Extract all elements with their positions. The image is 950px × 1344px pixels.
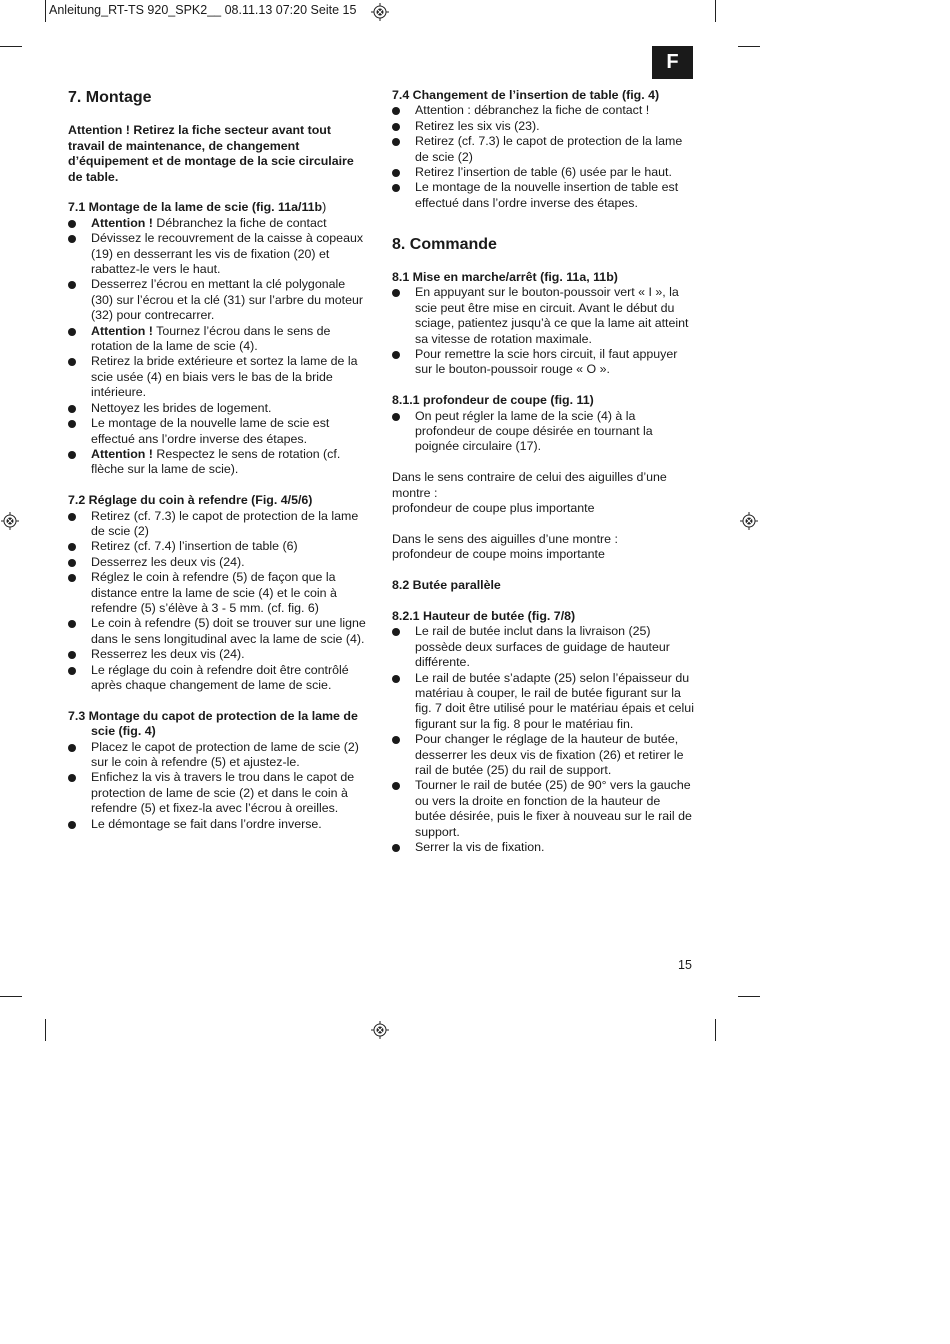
section-title-montage: 7. Montage	[68, 89, 152, 106]
registration-mark-icon	[1, 512, 19, 530]
crop-mark	[45, 0, 46, 22]
list-item: Tourner le rail de butée (25) de 90° vers la gauche ou vers la droite en fonction de la hauteur de butée désirée, puis le fixer à nouveau sur le rail de support.	[392, 778, 694, 840]
heading-7-3: 7.3 Montage du capot de protection de la lame de scie (fig. 4)	[68, 708, 358, 739]
list-item: Desserrez l’écrou en mettant la clé polygonale (30) sur l’écrou et la clé (31) sur l’arbre du moteur (32) pour contrecarrer.	[68, 277, 368, 323]
heading-8-1-1: 8.1.1 profondeur de coupe (fig. 11)	[392, 393, 594, 408]
list-item: Le montage de la nouvelle insertion de table est effectué dans l’ordre inverse des étapes.	[392, 180, 694, 211]
list-item: Retirez (cf. 7.4) l’insertion de table (6)	[68, 539, 368, 554]
list-7-2	[68, 509, 368, 694]
list-item: Le réglage du coin à refendre doit être contrôlé après chaque changement de lame de scie.	[68, 663, 368, 694]
language-tab: F	[652, 46, 693, 79]
registration-mark-icon	[371, 3, 389, 21]
registration-mark-icon	[740, 512, 758, 530]
list-8-2-1	[392, 624, 694, 855]
list-item: Resserrez les deux vis (24).	[68, 647, 368, 662]
list-item: Réglez le coin à refendre (5) de façon que la distance entre la lame de scie (4) et le coin à refendre (5) s’élève à 3 - 5 mm. (cf. fig. 6)	[68, 570, 368, 616]
crop-mark	[0, 996, 22, 997]
list-item: Placez le capot de protection de lame de scie (2) sur le coin à refendre (5) et ajustez-le.	[68, 740, 368, 771]
crop-mark	[738, 996, 760, 997]
paragraph: profondeur de coupe plus importante	[392, 501, 595, 516]
list-7-3	[68, 740, 368, 832]
list-item: Le démontage se fait dans l’ordre inverse.	[68, 817, 368, 832]
list-7-1	[68, 216, 368, 478]
heading-7-1: 7.1 Montage de la lame de scie (fig. 11a/11b)	[68, 200, 327, 215]
list-8-1	[392, 285, 694, 377]
print-slug: Anleitung_RT-TS 920_SPK2__ 08.11.13 07:20 Seite 15	[49, 3, 357, 17]
crop-mark	[715, 0, 716, 22]
list-item: En appuyant sur le bouton-poussoir vert « I », la scie peut être mise en circuit. Avant le début du sciage, patientez jusqu’à ce que la lame ait atteint sa vitesse de rotation maximale.	[392, 285, 694, 347]
heading-8-1: 8.1 Mise en marche/arrêt (fig. 11a, 11b)	[392, 270, 618, 285]
list-item: Le montage de la nouvelle lame de scie est effectué ans l’ordre inverse des étapes.	[68, 416, 368, 447]
list-item: Nettoyez les brides de logement.	[68, 401, 368, 416]
right-column	[392, 88, 694, 855]
list-7-4	[392, 103, 694, 211]
page-number: 15	[678, 958, 692, 972]
section-title-commande: 8. Commande	[392, 235, 497, 253]
list-item: Le rail de butée inclut dans la livraison (25) possède deux surfaces de guidage de hauteur différente.	[392, 624, 694, 670]
crop-mark	[715, 1019, 716, 1041]
list-item: Le rail de butée s’adapte (25) selon l’épaisseur du matériau à couper, le rail de butée figurant sur la fig. 7 doit être utilisé pour le matériau épais et celui figurant sur la fig. 8 pour le matériau fin.	[392, 671, 694, 733]
list-item: Retirez les six vis (23).	[392, 119, 694, 134]
list-item: Attention ! Tournez l’écrou dans le sens de rotation de la lame de scie (4).	[68, 324, 368, 355]
list-item: Retirez la bride extérieure et sortez la lame de la scie usée (4) en biais vers le bas de la bride intérieure.	[68, 354, 368, 400]
left-column	[68, 88, 368, 832]
list-item: Retirez l’insertion de table (6) usée par le haut.	[392, 165, 694, 180]
heading-8-2-1: 8.2.1 Hauteur de butée (fig. 7/8)	[392, 608, 576, 623]
list-item: Attention : débranchez la fiche de contact !	[392, 103, 694, 118]
list-item: Desserrez les deux vis (24).	[68, 555, 368, 570]
list-item: Pour changer le réglage de la hauteur de butée, desserrer les deux vis de fixation (26) et retirer le rail de butée (25) du rail de support.	[392, 732, 694, 778]
list-item: Attention ! Respectez le sens de rotation (cf. flèche sur la lame de scie).	[68, 447, 368, 478]
crop-mark	[45, 1019, 46, 1041]
crop-mark	[0, 46, 22, 47]
heading-7-2: 7.2 Réglage du coin à refendre (Fig. 4/5/6)	[68, 493, 313, 508]
list-item: Le coin à refendre (5) doit se trouver sur une ligne dans le sens longitudinal avec la lame de scie (4).	[68, 616, 368, 647]
registration-mark-icon	[371, 1021, 389, 1039]
paragraph: profondeur de coupe moins importante	[392, 547, 605, 562]
list-item: Serrer la vis de fixation.	[392, 840, 694, 855]
list-8-1-1	[392, 409, 694, 455]
list-item: Attention ! Débranchez la fiche de contact	[68, 216, 368, 231]
list-item: On peut régler la lame de la scie (4) à la profondeur de coupe désirée en tournant la poignée circulaire (17).	[392, 409, 694, 455]
warning-intro: Attention ! Retirez la fiche secteur avant tout travail de maintenance, de changement d’équipement et de montage de la scie circulaire de table.	[68, 123, 354, 184]
list-item: Retirez (cf. 7.3) le capot de protection de la lame de scie (2)	[392, 134, 694, 165]
list-item: Dévissez le recouvrement de la caisse à copeaux (19) en desserrant les vis de fixation (20) et rabattez-le vers le haut.	[68, 231, 368, 277]
heading-7-4: 7.4 Changement de l’insertion de table (fig. 4)	[392, 88, 660, 102]
heading-8-2: 8.2 Butée parallèle	[392, 578, 501, 593]
list-item: Retirez (cf. 7.3) le capot de protection de la lame de scie (2)	[68, 509, 368, 540]
list-item: Pour remettre la scie hors circuit, il faut appuyer sur le bouton-poussoir rouge « O ».	[392, 347, 694, 378]
paragraph: Dans le sens contraire de celui des aiguilles d’une montre :	[392, 470, 667, 500]
list-item: Enfichez la vis à travers le trou dans le capot de protection de lame de scie (2) et dans le coin à refendre (5) et fixez-la avec l’écrou à oreilles.	[68, 770, 368, 816]
crop-mark	[738, 46, 760, 47]
paragraph: Dans le sens des aiguilles d’une montre :	[392, 531, 618, 546]
